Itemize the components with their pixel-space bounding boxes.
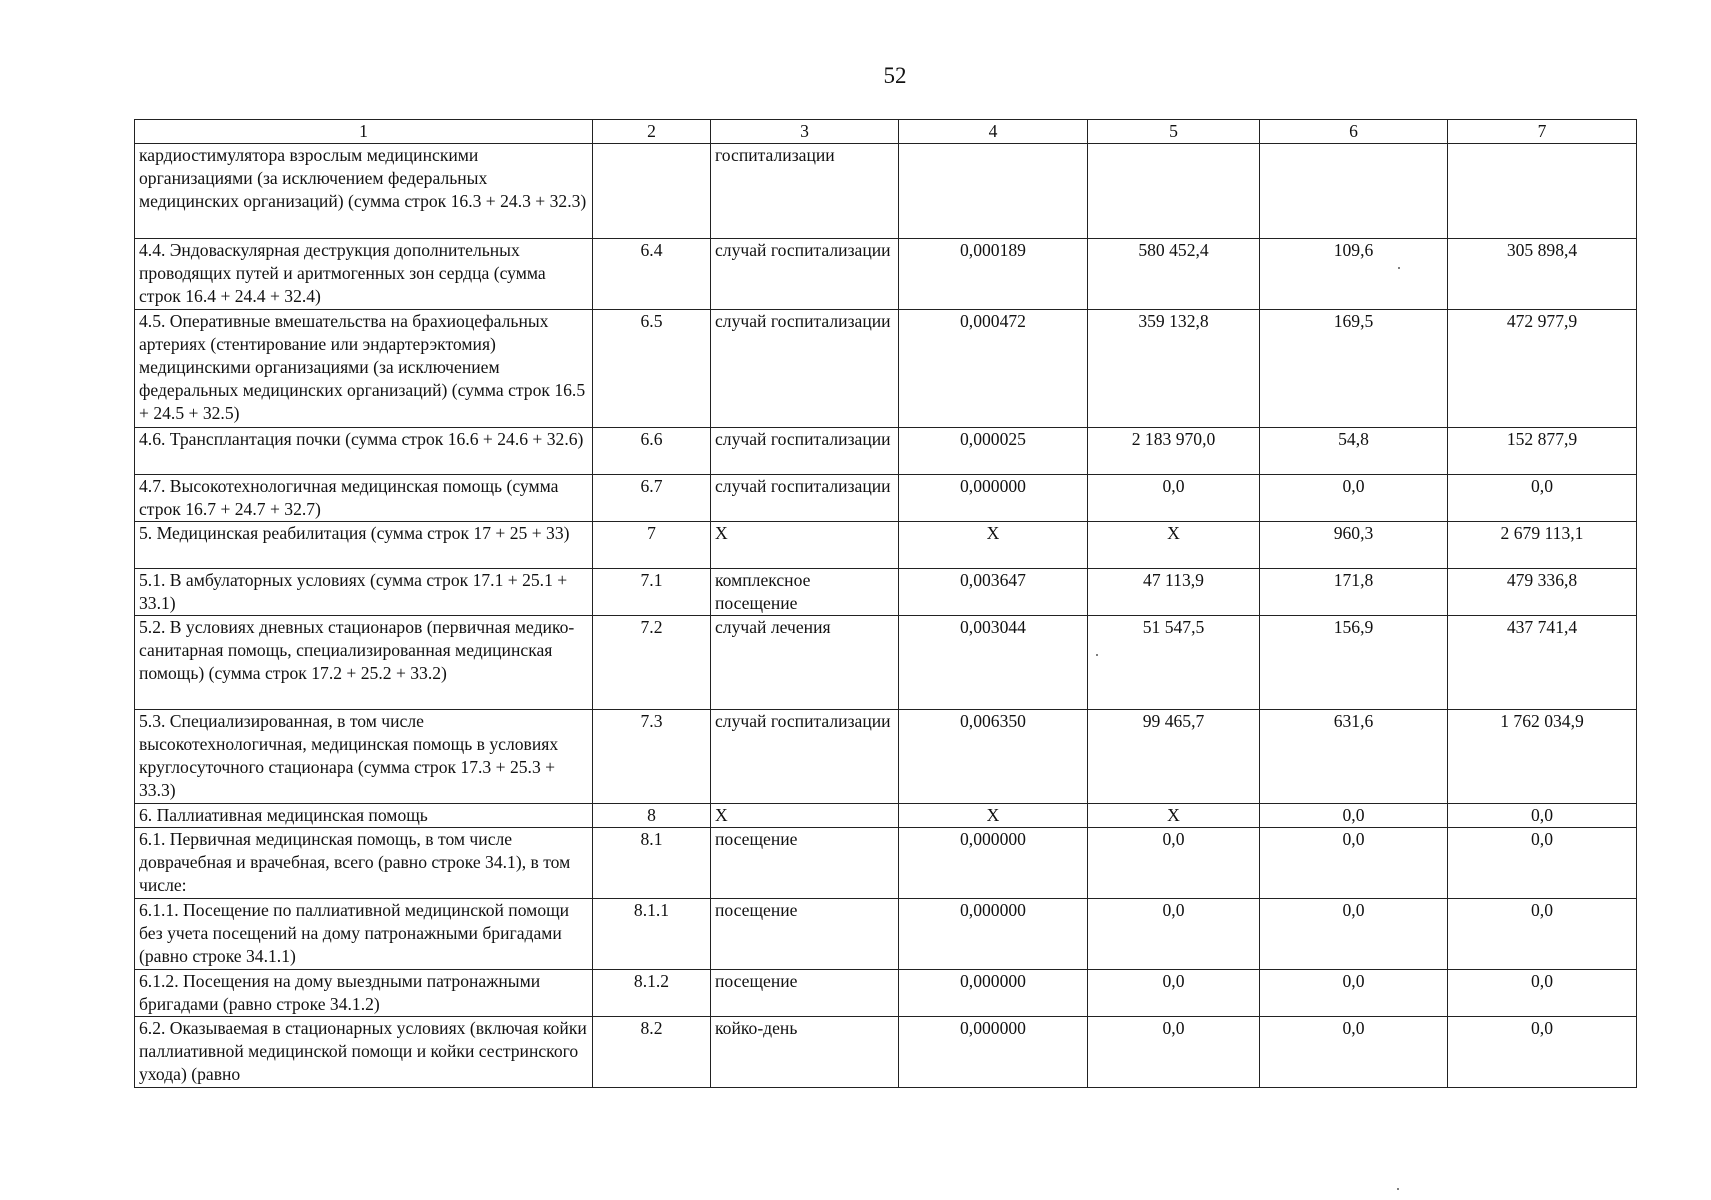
value-col-7: 2 679 113,1 xyxy=(1448,522,1637,569)
column-header: 7 xyxy=(1448,120,1637,144)
value-col-7 xyxy=(1448,144,1637,239)
page-number: 52 xyxy=(883,63,907,88)
value-col-5: Х xyxy=(1088,522,1260,569)
row-description: 4.5. Оперативные вмешательства на брахиоцефальных артериях (стентирование или эндартерэктомия) медицинскими организациями (за исключением федеральных медицинских организаций) (сумма строк 16.5 + 24.5 + 32.5) xyxy=(135,310,593,428)
column-header: 2 xyxy=(593,120,711,144)
value-col-7: 0,0 xyxy=(1448,1017,1637,1088)
table-body xyxy=(135,144,1637,1088)
value-col-4: 0,000000 xyxy=(899,1017,1088,1088)
value-col-7: 0,0 xyxy=(1448,475,1637,522)
value-col-6: 0,0 xyxy=(1260,804,1448,828)
table-header xyxy=(135,120,1637,144)
unit-of-measure: случай госпитализации xyxy=(711,475,899,522)
value-col-5: 0,0 xyxy=(1088,899,1260,970)
table-row xyxy=(135,1017,1637,1088)
value-col-7: 1 762 034,9 xyxy=(1448,710,1637,804)
value-col-6: 171,8 xyxy=(1260,569,1448,616)
table-row xyxy=(135,804,1637,828)
value-col-7: 305 898,4 xyxy=(1448,239,1637,310)
value-col-6: 0,0 xyxy=(1260,970,1448,1017)
value-col-7: 0,0 xyxy=(1448,899,1637,970)
value-col-7: 152 877,9 xyxy=(1448,428,1637,475)
value-col-6: 0,0 xyxy=(1260,899,1448,970)
unit-of-measure: случай госпитализации xyxy=(711,310,899,428)
row-description: 4.6. Трансплантация почки (сумма строк 16.6 + 24.6 + 32.6) xyxy=(135,428,593,475)
row-code: 7 xyxy=(593,522,711,569)
value-col-5: 0,0 xyxy=(1088,1017,1260,1088)
row-description: 6.1. Первичная медицинская помощь, в том числе доврачебная и врачебная, всего (равно строке 34.1), в том числе: xyxy=(135,828,593,899)
table-row xyxy=(135,710,1637,804)
row-description: 4.4. Эндоваскулярная деструкция дополнительных проводящих путей и аритмогенных зон сердца (сумма строк 16.4 + 24.4 + 32.4) xyxy=(135,239,593,310)
value-col-4: 0,000000 xyxy=(899,475,1088,522)
row-description: 5. Медицинская реабилитация (сумма строк 17 + 25 + 33) xyxy=(135,522,593,569)
table-row xyxy=(135,569,1637,616)
row-code: 6.4 xyxy=(593,239,711,310)
unit-of-measure: койко-день xyxy=(711,1017,899,1088)
row-description: кардиостимулятора взрослым медицинскими организациями (за исключением федеральных медицинских организаций) (сумма строк 16.3 + 24.3 + 32.3) xyxy=(135,144,593,239)
header-row xyxy=(135,120,1637,144)
value-col-5: 47 113,9 xyxy=(1088,569,1260,616)
value-col-5: 51 547,5 xyxy=(1088,616,1260,710)
value-col-7: 472 977,9 xyxy=(1448,310,1637,428)
table-row xyxy=(135,616,1637,710)
unit-of-measure: случай госпитализации xyxy=(711,239,899,310)
value-col-5: 0,0 xyxy=(1088,475,1260,522)
scan-mark xyxy=(1398,267,1400,269)
row-code xyxy=(593,144,711,239)
value-col-6: 54,8 xyxy=(1260,428,1448,475)
unit-of-measure: комплексное посещение xyxy=(711,569,899,616)
column-header: 3 xyxy=(711,120,899,144)
value-col-6: 109,6 xyxy=(1260,239,1448,310)
value-col-4: 0,000189 xyxy=(899,239,1088,310)
row-description: 6. Паллиативная медицинская помощь xyxy=(135,804,593,828)
row-description: 5.3. Специализированная, в том числе высокотехнологичная, медицинская помощь в условиях круглосуточного стационара (сумма строк 17.3 + 25.3 + 33.3) xyxy=(135,710,593,804)
value-col-5: 0,0 xyxy=(1088,828,1260,899)
unit-of-measure: посещение xyxy=(711,899,899,970)
value-col-4: 0,003647 xyxy=(899,569,1088,616)
value-col-5 xyxy=(1088,144,1260,239)
value-col-7: 479 336,8 xyxy=(1448,569,1637,616)
value-col-5: 580 452,4 xyxy=(1088,239,1260,310)
scan-mark xyxy=(1397,1188,1399,1190)
data-table xyxy=(134,119,1637,1088)
row-code: 8.2 xyxy=(593,1017,711,1088)
row-description: 5.2. В условиях дневных стационаров (первичная медико-санитарная помощь, специализированная медицинская помощь) (сумма строк 17.2 + 25.2 + 33.2) xyxy=(135,616,593,710)
value-col-6: 0,0 xyxy=(1260,828,1448,899)
table-row xyxy=(135,475,1637,522)
value-col-6: 960,3 xyxy=(1260,522,1448,569)
row-code: 7.2 xyxy=(593,616,711,710)
value-col-6: 169,5 xyxy=(1260,310,1448,428)
column-header: 6 xyxy=(1260,120,1448,144)
value-col-6: 631,6 xyxy=(1260,710,1448,804)
table-row xyxy=(135,428,1637,475)
value-col-4: 0,000000 xyxy=(899,899,1088,970)
value-col-4 xyxy=(899,144,1088,239)
row-description: 6.1.2. Посещения на дому выездными патронажными бригадами (равно строке 34.1.2) xyxy=(135,970,593,1017)
table-row xyxy=(135,522,1637,569)
value-col-7: 0,0 xyxy=(1448,804,1637,828)
value-col-7: 0,0 xyxy=(1448,828,1637,899)
unit-of-measure: Х xyxy=(711,804,899,828)
value-col-4: 0,003044 xyxy=(899,616,1088,710)
value-col-5: Х xyxy=(1088,804,1260,828)
column-header: 5 xyxy=(1088,120,1260,144)
value-col-4: 0,000472 xyxy=(899,310,1088,428)
value-col-4: 0,000025 xyxy=(899,428,1088,475)
unit-of-measure: случай госпитализации xyxy=(711,710,899,804)
row-description: 6.1.1. Посещение по паллиативной медицинской помощи без учета посещений на дому патронажными бригадами (равно строке 34.1.1) xyxy=(135,899,593,970)
value-col-4: 0,000000 xyxy=(899,828,1088,899)
row-code: 8.1.1 xyxy=(593,899,711,970)
value-col-7: 0,0 xyxy=(1448,970,1637,1017)
value-col-5: 359 132,8 xyxy=(1088,310,1260,428)
value-col-5: 0,0 xyxy=(1088,970,1260,1017)
unit-of-measure: посещение xyxy=(711,970,899,1017)
row-code: 8.1 xyxy=(593,828,711,899)
value-col-4: Х xyxy=(899,804,1088,828)
row-code: 6.6 xyxy=(593,428,711,475)
row-code: 7.1 xyxy=(593,569,711,616)
value-col-6: 0,0 xyxy=(1260,1017,1448,1088)
unit-of-measure: случай госпитализации xyxy=(711,428,899,475)
value-col-6: 156,9 xyxy=(1260,616,1448,710)
table-row xyxy=(135,899,1637,970)
table-row xyxy=(135,828,1637,899)
table-row xyxy=(135,970,1637,1017)
row-description: 4.7. Высокотехнологичная медицинская помощь (сумма строк 16.7 + 24.7 + 32.7) xyxy=(135,475,593,522)
value-col-4: 0,006350 xyxy=(899,710,1088,804)
value-col-5: 2 183 970,0 xyxy=(1088,428,1260,475)
row-code: 6.5 xyxy=(593,310,711,428)
unit-of-measure: Х xyxy=(711,522,899,569)
unit-of-measure: посещение xyxy=(711,828,899,899)
row-description: 5.1. В амбулаторных условиях (сумма строк 17.1 + 25.1 + 33.1) xyxy=(135,569,593,616)
column-header: 1 xyxy=(135,120,593,144)
value-col-7: 437 741,4 xyxy=(1448,616,1637,710)
table-row xyxy=(135,310,1637,428)
row-code: 8 xyxy=(593,804,711,828)
value-col-4: Х xyxy=(899,522,1088,569)
column-header: 4 xyxy=(899,120,1088,144)
value-col-6 xyxy=(1260,144,1448,239)
unit-of-measure: госпитализации xyxy=(711,144,899,239)
table-row xyxy=(135,239,1637,310)
row-description: 6.2. Оказываемая в стационарных условиях (включая койки паллиативной медицинской помощи и койки сестринского ухода) (равно xyxy=(135,1017,593,1088)
unit-of-measure: случай лечения xyxy=(711,616,899,710)
row-code: 8.1.2 xyxy=(593,970,711,1017)
value-col-6: 0,0 xyxy=(1260,475,1448,522)
scan-mark xyxy=(1096,654,1098,656)
row-code: 6.7 xyxy=(593,475,711,522)
value-col-5: 99 465,7 xyxy=(1088,710,1260,804)
row-code: 7.3 xyxy=(593,710,711,804)
value-col-4: 0,000000 xyxy=(899,970,1088,1017)
table-row xyxy=(135,144,1637,239)
